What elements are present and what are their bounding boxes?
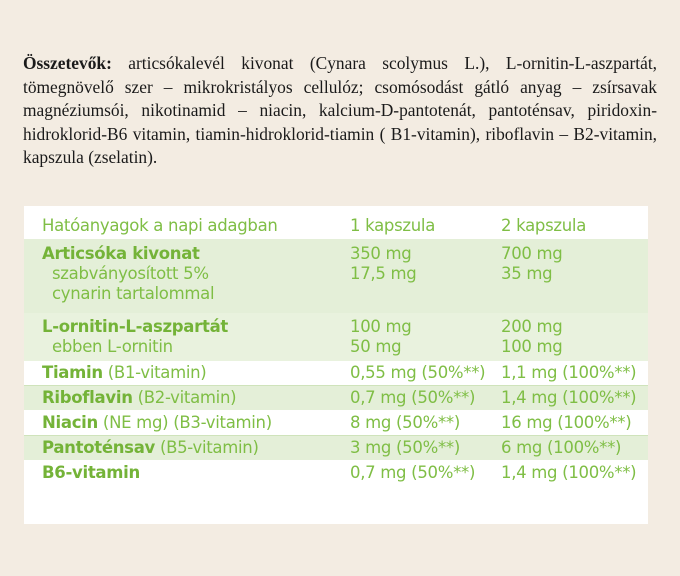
table-row-niacin xyxy=(24,411,648,435)
riboflavin-rest: (B2-vitamin) xyxy=(132,388,237,407)
pantotensav-2-capsules: 6 mg (100%**) xyxy=(501,438,622,457)
riboflavin-2-capsules: 1,4 mg (100%**) xyxy=(501,388,637,407)
header-2-capsules: 2 kapszula xyxy=(501,216,587,235)
header-1-capsule: 1 kapszula xyxy=(350,216,436,235)
niacin-bold: Niacin xyxy=(42,413,98,432)
articsoka-name: Articsóka kivonat xyxy=(42,244,200,263)
pantotensav-1-capsule: 3 mg (50%**) xyxy=(350,438,460,457)
ornitin-2-capsules xyxy=(501,317,563,357)
pantotensav-name xyxy=(42,438,259,458)
riboflavin-1-capsule: 0,7 mg (50%**) xyxy=(350,388,476,407)
b6-name xyxy=(42,463,140,483)
b6-1-capsule: 0,7 mg (50%**) xyxy=(350,463,476,482)
articsoka-1-capsule xyxy=(350,244,416,284)
pantotensav-rest: (B5-vitamin) xyxy=(155,438,259,457)
tiamin-rest: (B1-vitamin) xyxy=(102,363,207,382)
tiamin-1-capsule: 0,55 mg (50%**) xyxy=(350,363,486,382)
table-row-pantotensav xyxy=(24,436,648,460)
ingredients-text: articsókalevél kivonat (Cynara scolymus L.), L-ornitin-L-aszpartát, tömegnövelő szer – mikrokristályos cellulóz; csomósodást gátló anyag – zsírsavak magnéziumsói, nikotinamid – niacin, kalcium-D-pantotenát, pantoténsav, piridoxin-hidroklorid-B6 vitamin, tiamin-hidroklorid-tiamin ( B1-vitamin), riboflavin – B2-vitamin, kapszula (zselatin). xyxy=(23,53,657,167)
tiamin-2-capsules: 1,1 mg (100%**) xyxy=(501,363,637,382)
b6-bold: B6-vitamin xyxy=(42,463,140,482)
ornitin-sub-pre: ebben xyxy=(52,337,108,356)
table-row-articsoka xyxy=(24,239,648,313)
table-row-riboflavin xyxy=(24,386,648,410)
niacin-name xyxy=(42,413,272,433)
ornitin-2-a: 200 mg xyxy=(501,317,563,336)
ornitin-sub xyxy=(42,337,228,357)
articsoka-2-capsules xyxy=(501,244,563,284)
ornitin-1-b: 50 mg xyxy=(350,337,402,356)
ornitin-sub-bold: L-ornitin xyxy=(107,337,173,356)
riboflavin-name xyxy=(42,388,236,408)
ingredients-paragraph xyxy=(23,52,657,170)
niacin-rest: (NE mg) (B3-vitamin) xyxy=(97,413,272,432)
table-header-row xyxy=(24,214,648,238)
table-row-tiamin xyxy=(24,361,648,385)
tiamin-bold: Tiamin xyxy=(42,363,103,382)
b6-2-capsules: 1,4 mg (100%**) xyxy=(501,463,637,482)
ornitin-1-a: 100 mg xyxy=(350,317,412,336)
header-active-ingredients: Hatóanyagok a napi adagban xyxy=(42,216,278,235)
table-row-b6 xyxy=(24,461,648,485)
niacin-2-capsules: 16 mg (100%**) xyxy=(501,413,632,432)
articsoka-sub2: cynarin tartalommal xyxy=(52,284,215,303)
ornitin-name: L-ornitin-L-aszpartát xyxy=(42,317,228,336)
articsoka-name-block xyxy=(42,244,214,304)
ornitin-1-capsule xyxy=(350,317,412,357)
table-row-ornitin xyxy=(24,313,648,361)
articsoka-1-a: 350 mg xyxy=(350,244,412,263)
pantotensav-bold: Pantoténsav xyxy=(42,438,155,457)
ornitin-name-block xyxy=(42,317,228,357)
articsoka-sub1: szabványosított 5% xyxy=(52,264,209,283)
niacin-1-capsule: 8 mg (50%**) xyxy=(350,413,460,432)
nutrition-table-panel xyxy=(24,206,648,524)
ornitin-2-b: 100 mg xyxy=(501,337,563,356)
tiamin-name xyxy=(42,363,206,383)
articsoka-2-b: 35 mg xyxy=(501,264,553,283)
riboflavin-bold: Riboflavin xyxy=(42,388,133,407)
articsoka-1-b: 17,5 mg xyxy=(350,264,417,283)
articsoka-2-a: 700 mg xyxy=(501,244,563,263)
ingredients-label: Összetevők: xyxy=(23,53,112,73)
